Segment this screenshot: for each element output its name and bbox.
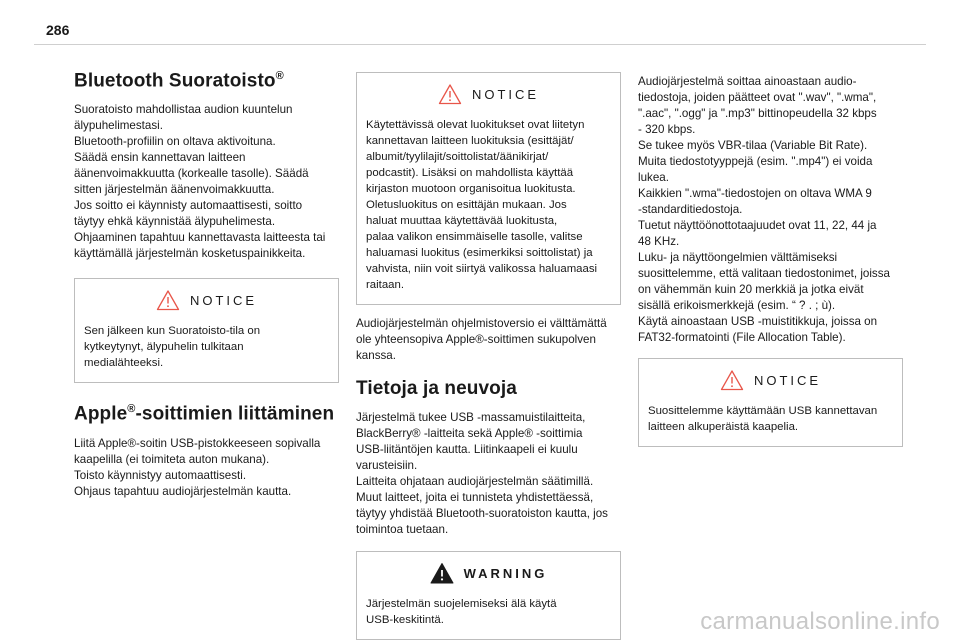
notice-title: NOTICE [189,292,258,308]
notice-text: Käytettävissä olevat luokitukset ovat liitetyn kannettavan laitteen luokituksia (esittäjät/ albumit/tyylilajit/soittolistat/äänikirjat/ podcastit). Lisäksi on mahdollista käyttää kirjaston muotoon organisoitua luokitusta. Oletusluokitus on esittäjän mukaan. Jos haluat muuttaa käytettävää luokitusta, palaa valikon ensimmäiselle tasolle, valitse haluamasi luokitus (esimerkiksi soittolistat) ja vahvista, niin voit siirtyä valikossa haluamaasi raitaan. [366,119,598,291]
warning-triangle-outline-icon [438,83,462,105]
warning-triangle-outline-icon [720,369,744,391]
warning-title: WARNING [463,565,548,581]
supported-formats-text: Audiojärjestelmä soittaa ainoastaan audio- tiedostoja, joiden päätteet ovat ".wav", ".wma", ".aac", ".ogg" ja ".mp3" bittinopeudella 32 kbps - 320 kbps. Se tukee myös VBR-tilaa (Variable Bit Rate). Muita tiedostotyyppejä (esim. ".mp4") ei voida lukea. Kaikkien ".wma"-tiedostojen on oltava WMA 9 -standarditiedostoja. Tuetut näyttöönottotaajuudet ovat 11, 22, 44 ja 48 KHz. Luku- ja näyttöongelmien välttämiseksi suosittelemme, että valitaan tiedostonimet, joissa on vähemmän kuin 20 merkkiä ja jotka eivät sisällä erikoismerkkejä (esim. “ ? . ; ù). Käytä ainoastaan USB -muistitikkuja, joissa on FAT32-formatointi (File Allocation Table). [638,75,890,344]
info-tips-text: Järjestelmä tukee USB -massamuistilaitteita, BlackBerry® -laitteita sekä Apple® -soittimia USB-liitäntöjen kautta. Liitinkaapeli ei kuulu varusteisiin. Laitteita ohjataan audiojärjestelmän säätimillä. Muut laitteet, joita ei tunnisteta yhdistettäessä, täytyy yhdistää Bluetooth-suoratoiston kautta, jos toimintoa tuetaan. [356,411,608,536]
warning-text: Järjestelmän suojelemiseksi älä käytä USB-keskitintä. [366,598,557,626]
column-3 [638,74,903,447]
column-2 [356,72,621,640]
bluetooth-streaming-text: Suoratoisto mahdollistaa audion kuuntelun älypuhelimestasi. Bluetooth-profiilin on oltava aktivoituna. Säädä ensin kannettavan laitteen äänenvoimakkuutta (korkealle tasolle). Säädä sitten järjestelmän äänenvoimakkuutta. Jos soitto ei käynnisty automaattisesti, soitto täytyy ehkä käynnistää älypuhelimesta. Ohjaaminen tapahtuu kannettavasta laitteesta tai käyttämällä järjestelmän kosketuspainikkeita. [74,103,326,261]
column-1 [74,70,339,500]
warning-box-usb-hub [356,551,621,640]
heading-text-part: Apple [74,403,128,425]
notice-header [366,83,611,105]
notice-header [648,369,893,391]
notice-title: NOTICE [471,86,540,102]
notice-text: Sen jälkeen kun Suoratoisto-tila on kytkeytynyt, älypuhelin tulkitaan medialähteeksi. [84,325,261,370]
heading-text-part: -soittimien liittäminen [135,403,335,425]
software-compatibility-text: Audiojärjestelmän ohjelmistoversio ei välttämättä ole yhteensopiva Apple®-soittimen sukupolven kanssa. [356,317,607,362]
registered-mark: ® [127,403,136,416]
warning-header [366,562,611,584]
heading-text: Bluetooth Suoratoisto [74,70,276,92]
warning-triangle-filled-icon [430,562,454,584]
notice-box-classifications [356,72,621,305]
registered-mark: ® [275,70,284,82]
heading-apple-players [74,403,339,425]
notice-box-usb-cable [638,358,903,447]
notice-box-streaming [74,278,339,383]
notice-text: Suosittelemme käyttämään USB kannettavan laitteen alkuperäistä kaapelia. [648,405,878,433]
heading-info-tips: Tietoja ja neuvoja [356,378,517,399]
header-divider [34,44,926,45]
notice-title: NOTICE [753,372,822,388]
notice-header [84,289,329,311]
watermark: carmanualsonline.info [700,608,940,635]
apple-players-text: Liitä Apple®-soitin USB-pistokkeeseen sopivalla kaapelilla (ei toimiteta auton mukana). Toisto käynnistyy automaattisesti. Ohjaus tapahtuu audiojärjestelmän kautta. [74,436,321,498]
heading-bluetooth-streaming [74,70,339,92]
page-number: 286 [46,22,70,38]
warning-triangle-outline-icon [156,289,180,311]
